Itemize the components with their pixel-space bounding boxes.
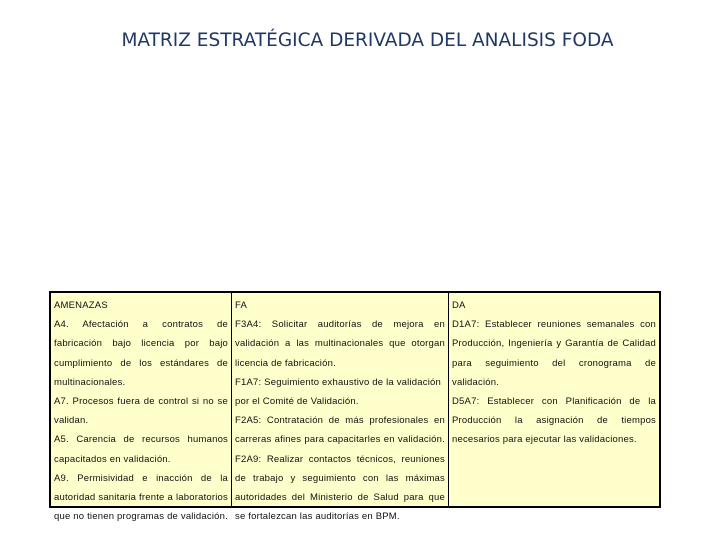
matrix-text-line: multinacionales. <box>54 376 126 388</box>
matrix-text-line: que no tienen programas de validación. <box>54 511 228 523</box>
column-header-fa: FA <box>235 300 248 311</box>
foda-matrix-table <box>49 291 661 523</box>
matrix-text-line: carreras afines para capacitarles en validación. <box>235 434 445 446</box>
matrix-text-line: por el Comité de Validación. <box>235 396 359 407</box>
matrix-text-line: cumplimiento de los estándares de <box>54 357 228 369</box>
matrix-text-line: capacitados en validación. <box>54 453 171 465</box>
matrix-text-line: F1A7: Seguimiento exhaustivo de la validación <box>235 376 441 388</box>
matrix-text-line: Producción, Ingeniería y Garantía de Calidad <box>452 338 656 350</box>
slide-title: MATRIZ ESTRATÉGICA DERIVADA DEL ANALISIS FODA <box>121 30 614 51</box>
fa-strategies-column <box>231 293 448 523</box>
matrix-text-line: licencia de fabricación. <box>235 357 336 369</box>
matrix-text-line: D1A7: Establecer reuniones semanales con <box>452 319 656 331</box>
matrix-text-line: A5. Carencia de recursos humanos <box>54 434 228 446</box>
matrix-text-line: de trabajo y seguimiento con las máximas <box>235 472 445 484</box>
matrix-text-line: A4. Afectación a contratos de <box>54 319 228 331</box>
amenazas-column <box>51 293 231 523</box>
matrix-text-line: F2A9: Realizar contactos técnicos, reuniones <box>235 453 445 465</box>
matrix-text-line: validación. <box>452 376 500 388</box>
matrix-text-line: autoridad sanitaria frente a laboratorios <box>54 492 228 504</box>
matrix-text-line: validan. <box>54 415 89 427</box>
matrix-text-line: A9. Permisividad e inacción de la <box>54 472 228 484</box>
matrix-text-line: D5A7: Establecer con Planificación de la <box>452 396 656 407</box>
matrix-text-line: A7. Procesos fuera de control si no se <box>54 396 228 407</box>
column-header-da: DA <box>452 300 466 311</box>
matrix-text-line: necesarios para ejecutar las validaciones. <box>452 434 637 446</box>
matrix-text-line: autoridades del Ministerio de Salud para que <box>235 492 445 504</box>
matrix-text-line: F3A4: Solicitar auditorías de mejora en <box>235 319 445 331</box>
matrix-text-line: se fortalezcan las auditorías en BPM. <box>235 511 400 523</box>
matrix-text-line: para seguimiento del cronograma de <box>452 357 656 369</box>
matrix-text-line: Producción la asignación de tiempos <box>452 415 656 427</box>
matrix-text-line: F2A5: Contratación de más profesionales en <box>235 415 445 427</box>
matrix-text-line: validación a las multinacionales que otorgan <box>235 338 445 350</box>
da-strategies-column <box>448 293 659 506</box>
column-header-amenazas: AMENAZAS <box>54 300 108 311</box>
matrix-text-line: fabricación bajo licencia por bajo <box>54 338 228 350</box>
